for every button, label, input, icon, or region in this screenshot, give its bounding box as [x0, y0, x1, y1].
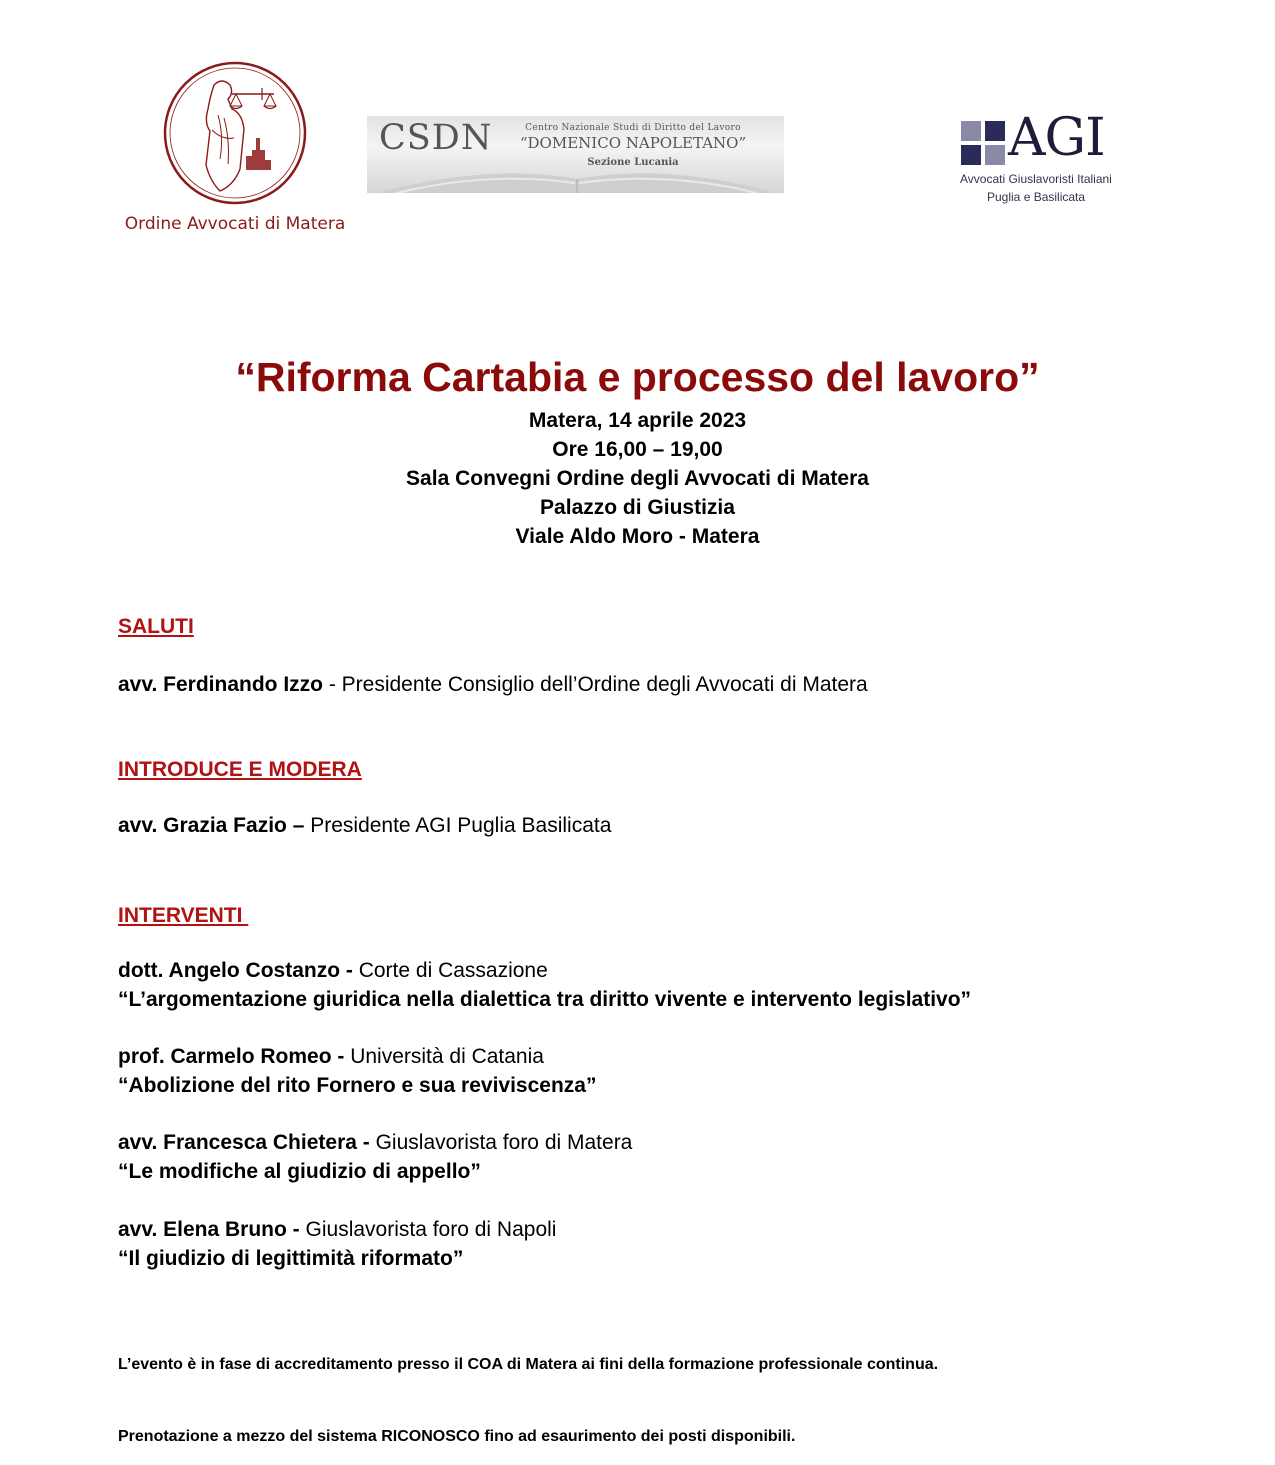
event-date: Matera, 14 aprile 2023	[528, 409, 747, 432]
ordine-avvocati-logo	[120, 60, 350, 240]
talk-title: “Le modifiche al giudizio di appello”	[118, 1160, 481, 1183]
ordine-caption: Ordine Avvocati di Matera	[124, 214, 346, 234]
speaker-name: dott. Angelo Costanzo	[118, 959, 341, 982]
agi-line-1: Avvocati Giuslavoristi Italiani	[960, 172, 1112, 186]
speaker-name: avv. Francesca Chietera	[118, 1131, 357, 1154]
speaker-name: avv. Elena Bruno	[118, 1218, 287, 1241]
separator: -	[331, 1045, 351, 1068]
speaker-role: Presidente AGI Puglia Basilicata	[310, 814, 612, 837]
speaker-line	[118, 1045, 544, 1069]
speaker-name: prof. Carmelo Romeo	[118, 1045, 332, 1068]
event-address: Viale Aldo Moro - Matera	[515, 525, 760, 548]
csdn-line-3: Sezione Lucania	[587, 157, 679, 168]
scales-of-justice-icon	[162, 60, 308, 206]
speaker-affiliation: Giuslavorista foro di Matera	[375, 1131, 633, 1154]
event-building: Palazzo di Giustizia	[540, 496, 735, 519]
talk-title: “Abolizione del rito Fornero e sua reviviscenza”	[118, 1074, 597, 1097]
agi-logo	[958, 108, 1118, 208]
moderator-speaker	[118, 814, 611, 838]
event-title: “Riforma Cartabia e processo del lavoro”	[235, 354, 1040, 400]
csdn-full-name	[503, 123, 763, 168]
speaker-name: avv. Ferdinando Izzo	[118, 673, 323, 696]
talk-title: “Il giudizio di legittimità riformato”	[118, 1247, 464, 1270]
csdn-abbreviation: CSDN	[379, 118, 493, 158]
agi-abbreviation: AGI	[1008, 108, 1105, 168]
speaker-affiliation: Giuslavorista foro di Napoli	[305, 1218, 557, 1241]
speaker-affiliation: Corte di Cassazione	[358, 959, 548, 982]
speaker-role: Presidente Consiglio dell’Ordine degli Avvocati di Matera	[341, 673, 868, 696]
event-info	[0, 406, 1275, 551]
speaker-name: avv. Grazia Fazio	[118, 814, 287, 837]
speaker-line	[118, 1218, 556, 1242]
separator: -	[340, 959, 359, 982]
separator: -	[322, 673, 342, 696]
separator: –	[286, 814, 311, 837]
talk-title: “L’argomentazione giuridica nella dialettica tra diritto vivente e intervento legislativo”	[118, 988, 972, 1011]
csdn-line-2: “DOMENICO NAPOLETANO”	[519, 134, 747, 152]
section-heading-modera: INTRODUCE E MODERA	[118, 758, 362, 781]
separator: -	[356, 1131, 376, 1154]
speaker-line	[118, 1131, 632, 1155]
event-venue: Sala Convegni Ordine degli Avvocati di Matera	[406, 467, 869, 490]
speaker-affiliation: Università di Catania	[350, 1045, 544, 1068]
agi-line-2: Puglia e Basilicata	[987, 190, 1086, 204]
csdn-line-1: Centro Nazionale Studi di Diritto del Lavoro	[525, 123, 741, 133]
separator: -	[286, 1218, 306, 1241]
event-time: Ore 16,00 – 19,00	[552, 438, 723, 461]
section-heading-interventi: INTERVENTI	[118, 904, 249, 927]
agi-squares-icon	[961, 121, 1005, 165]
section-heading-saluti: SALUTI	[118, 615, 194, 638]
speaker-line	[118, 959, 548, 983]
saluti-speaker	[118, 673, 868, 697]
booking-note: Prenotazione a mezzo del sistema RICONOSCO fino ad esaurimento dei posti disponibili.	[118, 1428, 796, 1445]
accreditation-note: L’evento è in fase di accreditamento presso il COA di Matera ai fini della formazione professionale continua.	[118, 1356, 939, 1373]
csdn-logo	[367, 116, 784, 193]
